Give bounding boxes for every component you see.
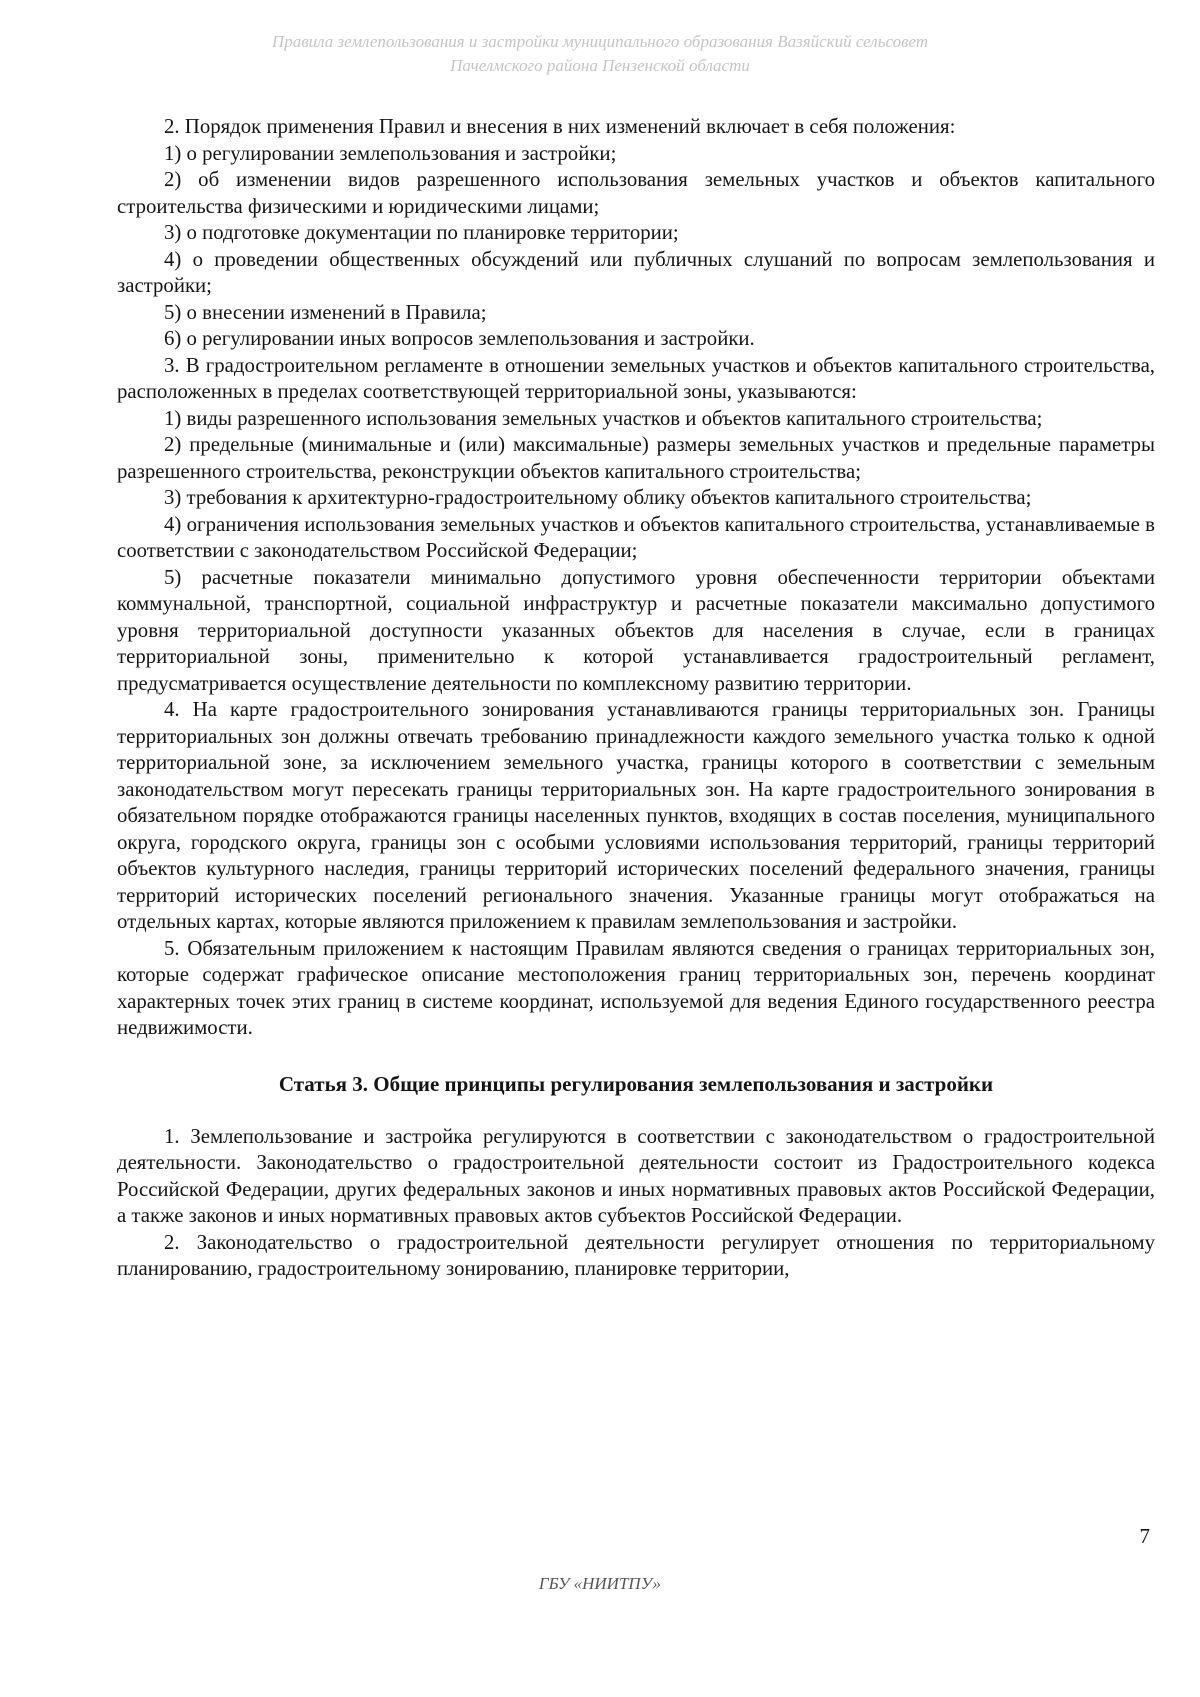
paragraph-2: 2. Порядок применения Правил и внесения в них изменений включает в себя положения: (164, 115, 956, 138)
running-header (150, 30, 1050, 78)
list-item: 6) о регулировании иных вопросов землепользования и застройки. (164, 327, 755, 350)
footer-organization: ГБУ «НИИТПУ» (538, 1574, 662, 1593)
list-item: 4) ограничения использования земельных участков и объектов капитального строительства, устанавливаемые в соответствии с законодательством Российской Федерации; (117, 512, 1155, 562)
paragraph-5: 5. Обязательным приложением к настоящим Правилам являются сведения о границах территориальных зон, которые содержат графическое описание местоположения границ территориальных зон, перечень координат характерных точек этих границ в системе координат, используемой для ведения Единого государственного реестра недвижимости. (117, 936, 1155, 1039)
list-item: 2) об изменении видов разрешенного использования земельных участков и объектов капитального строительства физическими и юридическими лицами; (117, 168, 1155, 218)
article-3-heading: Статья 3. Общие принципы регулирования землепользования и застройки (278, 1071, 994, 1096)
list-item: 1) о регулировании землепользования и застройки; (164, 141, 617, 165)
list-item: 5) о внесении изменений в Правила; (164, 300, 487, 324)
spacer (117, 1098, 1155, 1124)
header-line-2: Пачелмского района Пензенской области (450, 56, 750, 75)
article-3-paragraph-2: 2. Законодательство о градостроительной деятельности регулирует отношения по территориальному планированию, градостроительному зонированию, планировке территории, (117, 1230, 1155, 1280)
paragraph-4: 4. На карте градостроительного зонирования устанавливаются границы территориальных зон. Границы территориальных зон должны отвечать требованию принадлежности каждого земельного участка только к одной территориальной зоне, за исключением земельного участка, границы которого в соответствии с земельным законодательством могут пересекать границы территориальных зон. На карте градостроительного зонирования в обязательном порядке отображаются границы населенных пунктов, входящих в состав поселения, муниципального округа, городского округа, границы зон с особыми условиями использования территорий, границы территорий объектов культурного наследия, границы территорий исторических поселений федерального значения, границы территорий исторических поселений регионального значения. Указанные границы могут отображаться на отдельных картах, которые являются приложением к правилам землепользования и застройки. (117, 698, 1155, 933)
page-number: 7 (1139, 1524, 1150, 1548)
list-item: 4) о проведении общественных обсуждений или публичных слушаний по вопросам землепользования и застройки; (117, 247, 1155, 297)
header-line-1: Правила землепользования и застройки муниципального образования Вазяйский сельсовет (271, 32, 929, 51)
document-body (117, 114, 1155, 1283)
article-3-paragraph-1: 1. Землепользование и застройка регулируются в соответствии с законодательством о градостроительной деятельности. Законодательство о градостроительной деятельности состоит из Градостроительного кодекса Российской Федерации, других федеральных законов и иных нормативных правовых актов Российской Федерации, а также законов и иных нормативных правовых актов субъектов Российской Федерации. (117, 1124, 1155, 1227)
list-item: 3) требования к архитектурно-градостроительному облику объектов капитального строительства; (164, 486, 1032, 509)
list-item: 1) виды разрешенного использования земельных участков и объектов капитального строительства; (164, 406, 1043, 430)
paragraph-3: 3. В градостроительном регламенте в отношении земельных участков и объектов капитального строительства, расположенных в пределах соответствующей территориальной зоны, указываются: (117, 353, 1155, 403)
list-item: 5) расчетные показатели минимально допустимого уровня обеспеченности территории объектами коммунальной, транспортной, социальной инфраструктур и расчетные показатели максимально допустимого уровня территориальной доступности указанных объектов для населения в случае, если в границах территориальной зоны, применительно к которой устанавливается градостроительный регламент, предусматривается осуществление деятельности по комплексному развитию территории. (117, 565, 1155, 695)
spacer (117, 1042, 1155, 1070)
list-item: 3) о подготовке документации по планировке территории; (164, 221, 679, 244)
list-item: 2) предельные (минимальные и (или) максимальные) размеры земельных участков и предельные параметры разрешенного строительства, реконструкции объектов капитального строительства; (117, 433, 1155, 483)
